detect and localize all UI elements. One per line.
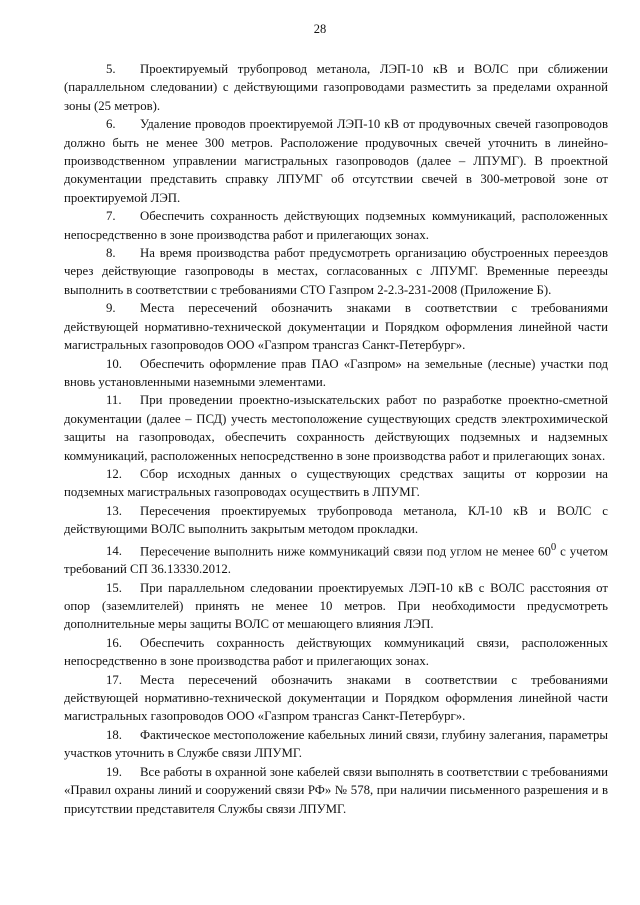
paragraph-number: 7. [106, 209, 116, 224]
paragraph-10 [64, 355, 608, 392]
paragraph-text: Проектируемый трубопровод метанола, ЛЭП-10 кВ и ВОЛС при сближении (параллельном следовании) с действующими газопроводами разместить за пределами охранной зоны (25 метров). [64, 62, 608, 113]
paragraph-text: Обеспечить сохранность действующих коммуникаций связи, расположенных непосредственно в зоне производства работ и прилегающих зонах. [64, 635, 608, 669]
paragraph-text: Обеспечить оформление прав ПАО «Газпром» на земельные (лесные) участки под вновь установленными наземными элементами. [64, 356, 608, 389]
paragraph-number: 9. [106, 301, 116, 316]
paragraph-text: На время производства работ предусмотреть организацию обустроенных переездов через действующие газопроводы в местах, согласованных с ЛПУМГ. Временные переезды выполнить в соответствии с требованиями СТО Газпром 2-2.3-231-2008 (Приложение Б). [64, 246, 608, 297]
paragraph-text-continued: с учетом требований СП 36.13330.2012. [64, 543, 608, 577]
paragraph-text: Пересечение выполнить ниже коммуникаций связи под углом не менее 60 [140, 543, 551, 558]
paragraph-8 [64, 244, 608, 299]
paragraph-number: 14. [106, 543, 122, 558]
paragraph-5 [64, 60, 608, 115]
degree-superscript: 0 [550, 541, 557, 553]
paragraph-17 [64, 671, 608, 726]
paragraph-number: 19. [106, 764, 122, 779]
paragraph-6 [64, 115, 608, 207]
paragraph-text: Все работы в охранной зоне кабелей связи выполнять в соответствии с требованиями «Правил охраны линий и сооружений связи РФ» № 578, при наличии письменного разрешения и в присутствии представителя Службы связи ЛПУМГ. [64, 764, 608, 816]
paragraph-number: 15. [106, 580, 122, 595]
paragraph-14 [64, 539, 608, 579]
paragraph-number: 12. [106, 466, 122, 481]
paragraph-7 [64, 207, 608, 244]
paragraph-18 [64, 726, 608, 763]
paragraph-number: 13. [106, 503, 122, 518]
page-number: 28 [313, 22, 327, 36]
paragraph-12 [64, 465, 608, 502]
paragraph-19 [64, 763, 608, 818]
paragraph-text: Фактическое местоположение кабельных линий связи, глубину залегания, параметры участков уточнить в Службе связи ЛПУМГ. [64, 727, 608, 761]
paragraph-text: Обеспечить сохранность действующих подземных коммуникаций, расположенных непосредственно в зоне производства работ и прилегающих зонах. [64, 209, 608, 242]
paragraph-number: 18. [106, 727, 122, 742]
paragraph-text: Пересечения проектируемых трубопровода метанола, КЛ-10 кВ и ВОЛС с действующими ВОЛС выполнить закрытым методом прокладки. [64, 503, 608, 537]
paragraph-number: 8. [106, 246, 116, 261]
paragraph-text: Места пересечений обозначить знаками в соответствии с требованиями действующей нормативно-технической документации и Порядком оформления линейной части магистральных газопроводов ООО «Газпром трансгаз Санкт-Петербург». [64, 672, 608, 724]
paragraph-15 [64, 579, 608, 634]
paragraph-number: 6. [106, 117, 116, 132]
paragraph-number: 11. [106, 393, 122, 408]
paragraph-text: При параллельном следовании проектируемых ЛЭП-10 кВ с ВОЛС расстояния от опор (заземлителей) принять не менее 10 метров. При необходимости предусмотреть дополнительные меры защиты ВОЛС от мешающего влияния ЛЭП. [64, 580, 608, 632]
paragraph-text: Удаление проводов проектируемой ЛЭП-10 кВ от продувочных свечей газопроводов должно быть не менее 300 метров. Расположение продувочных свечей уточнить в линейно-производственном управлении магистральных газопроводов (далее – ЛПУМГ). В проектной документации представить справку ЛПУМГ об отсутствии свечей в 300-метровой зоне от проектируемой ЛЭП. [64, 117, 608, 205]
paragraph-16 [64, 634, 608, 671]
document-body [64, 60, 608, 818]
paragraph-number: 5. [106, 62, 116, 76]
paragraph-11 [64, 391, 608, 465]
paragraph-text: Сбор исходных данных о существующих средствах защиты от коррозии на подземных магистральных газопроводах осуществить в ЛПУМГ. [64, 466, 608, 500]
paragraph-9 [64, 299, 608, 354]
paragraph-text: Места пересечений обозначить знаками в соответствии с требованиями действующей нормативно-технической документации и Порядком оформления линейной части магистральных газопроводов ООО «Газпром трансгаз Санкт-Петербург». [64, 301, 608, 353]
paragraph-number: 10. [106, 356, 122, 371]
paragraph-13 [64, 502, 608, 539]
paragraph-text: При проведении проектно-изыскательских работ по разработке проектно-сметной документации (далее – ПСД) учесть местоположение существующих средств электрохимической защиты на газопроводах, обеспечить сохранность действующих подземных и надземных коммуникаций, расположенных непосредственно в зоне производства работ и прилегающих зонах. [64, 393, 608, 463]
paragraph-number: 16. [106, 635, 122, 650]
paragraph-number: 17. [106, 672, 122, 687]
